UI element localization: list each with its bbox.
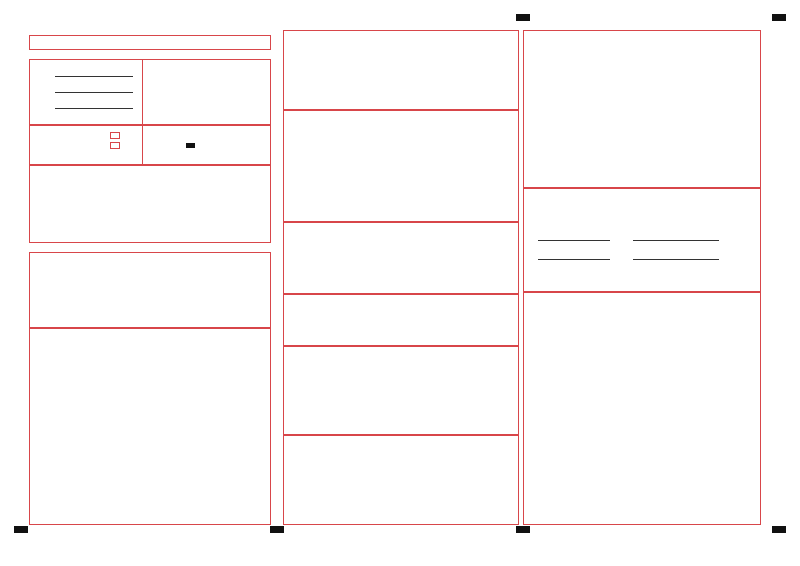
notice-box [29, 165, 271, 243]
answer-box-q12-2 [283, 294, 519, 346]
title-box [29, 35, 271, 50]
timing-mark [270, 526, 284, 533]
timing-mark [516, 526, 530, 533]
answer-line[interactable] [538, 259, 610, 260]
violation-checkbox[interactable] [110, 142, 120, 149]
answer-box-q20 [523, 292, 761, 525]
answer-box-q13 [283, 346, 519, 435]
answer-line[interactable] [538, 240, 610, 241]
answer-box-q16 [523, 30, 761, 188]
status-box [29, 125, 271, 165]
choice-box [29, 252, 271, 328]
answer-box-q9-q12 [283, 222, 519, 294]
timing-mark [516, 14, 530, 21]
answer-box-top-middle [283, 30, 519, 110]
answer-line[interactable] [633, 240, 719, 241]
exam-no-field[interactable] [55, 108, 133, 109]
answer-box-q8 [283, 110, 519, 222]
name-field[interactable] [55, 76, 133, 77]
absent-checkbox[interactable] [110, 132, 120, 139]
timing-mark [14, 526, 28, 533]
timing-mark [772, 14, 786, 21]
class-field[interactable] [55, 92, 133, 93]
answer-line[interactable] [633, 259, 719, 260]
correct-fill-mark [186, 143, 195, 148]
answer-box-q15 [283, 435, 519, 525]
timing-mark [772, 526, 786, 533]
status-divider [142, 125, 143, 165]
answer-box-q4-q7 [29, 328, 271, 525]
info-divider [142, 59, 143, 125]
